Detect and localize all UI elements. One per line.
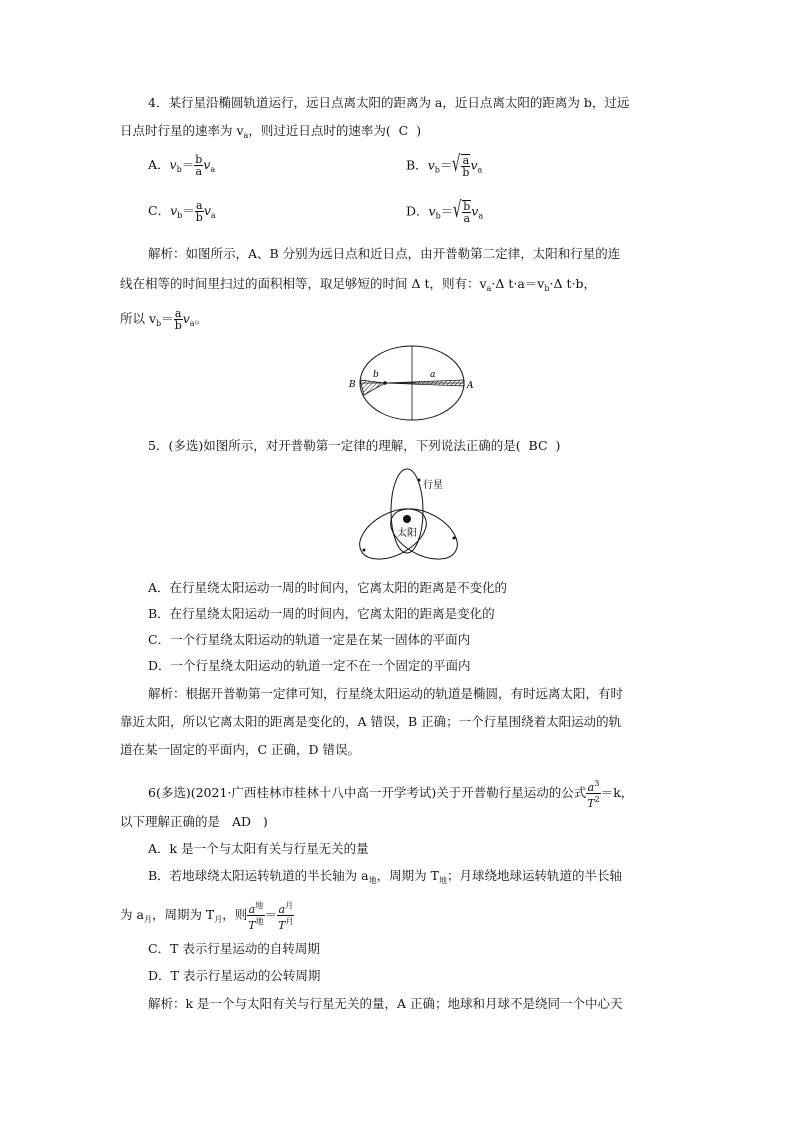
q4-stem-line2: 日点时行星的速率为 $v_a$，则过近日点时的速率为( C ) (120, 123, 422, 140)
q5-answer: BC (528, 438, 548, 453)
q5-analysis-line3: 道在某一固定的平面内，C 正确，D 错误。 (120, 742, 361, 757)
q6-option-b-line2: 为 $a_月$，周期为 $T_月$，则 $\frac{a^地}{T^地}$ ＝ $\frac{a^月}{T^月}$ (120, 901, 294, 932)
q5-option-b: B．在行星绕太阳运动一周的时间内，它离太阳的距离是变化的 (148, 606, 495, 621)
swept-area-a (385, 380, 464, 386)
q6-option-b-line1: B．若地球绕太阳运转轨道的半长轴为 $a_地$，周期为 $T_地$；月球绕地球运转轨道的半长轴 (148, 868, 622, 885)
q4-answer: C (398, 123, 409, 138)
q4-analysis-line1: 解析：如图所示，A、B 分别为远日点和近日点，由开普勒第二定律，太阳和行星的连 (148, 246, 621, 261)
q5-analysis-line1: 解析：根据开普勒第一定律可知，行星绕太阳运动的轨道是椭圆，有时远离太阳，有时 (148, 686, 624, 701)
label-A: A (467, 381, 474, 391)
q6-option-c: C．T 表示行星运动的自转周期 (148, 941, 320, 956)
planet-dot-right (453, 537, 456, 540)
q5-option-d: D．一个行星绕太阳运动的轨道一定不在一个固定的平面内 (148, 658, 471, 673)
q5-analysis-line2: 靠近太阳，所以它离太阳的距离是变化的，A 错误，B 正确；一个行星围绕着太阳运动的轨 (120, 714, 622, 729)
q4-stem-line1: 4．某行星沿椭圆轨道运行，远日点离太阳的距离为 a，近日点离太阳的距离为 b，过远 (148, 95, 630, 110)
sun (403, 515, 411, 523)
q4-analysis-line2: 线在相等的时间里扫过的面积相等，取足够短的时间 Δ t，则有：$v_a\cdot\Delta$ $t\cdot a=v_b\cdot\Delta$ t·b， (120, 276, 596, 293)
sun-dot (383, 381, 387, 385)
label-B: B (349, 380, 356, 390)
q6-option-a: A．k 是一个与太阳有关与行星无关的量 (148, 841, 369, 856)
q5-option-a: A．在行星绕太阳运动一周的时间内，它离太阳的距离是不变化的 (148, 580, 508, 595)
planet-dot-left (363, 549, 366, 552)
label-sun: 太阳 (397, 528, 417, 539)
q5-stem: 5．(多选)如图所示，对开普勒第一定律的理解，下列说法正确的是( BC ) (148, 438, 561, 453)
three-orbits-figure (350, 466, 465, 566)
q4-analysis-line3: 所以 $v_b=$ $\frac{a}{b}$ $v_a$。 (120, 307, 208, 332)
q6-stem-line2: 以下理解正确的是 AD ) (120, 814, 268, 829)
q4-option-d: D．$v_b=$ √ $\frac{b}{a}$ $v_a$ (406, 198, 484, 225)
q6-stem: 6(多选)(2021·广西桂林市桂林十八中高一开学考试)关于开普勒行星运动的公式 $\frac{a^3}{T^2}$ ＝k， (148, 779, 634, 810)
q6-option-d: D．T 表示行星运动的公转周期 (148, 968, 321, 983)
q4-option-c: C．$v_b=$ $\frac{a}{b}$ $v_a$ (148, 199, 216, 224)
label-b: b (373, 370, 379, 380)
q6-analysis-line1: 解析：k 是一个与太阳有关与行星无关的量，A 正确；地球和月球不是绕同一个中心天 (148, 996, 623, 1011)
planet-dot-top (418, 479, 421, 482)
ellipse-orbit-figure (340, 343, 480, 425)
swept-area-b (360, 380, 385, 395)
q4-option-a: A．$v_b=$ $\frac{b}{a}$ $v_a$ (148, 153, 216, 178)
q5-option-c: C．一个行星绕太阳运动的轨道一定是在某一固体的平面内 (148, 632, 471, 647)
q6-answer: AD (231, 814, 251, 829)
label-planet: 行星 (423, 480, 443, 491)
label-a: a (430, 370, 436, 380)
q4-option-b: B．$v_b=$ √ $\frac{a}{b}$ $v_a$ (406, 152, 483, 179)
